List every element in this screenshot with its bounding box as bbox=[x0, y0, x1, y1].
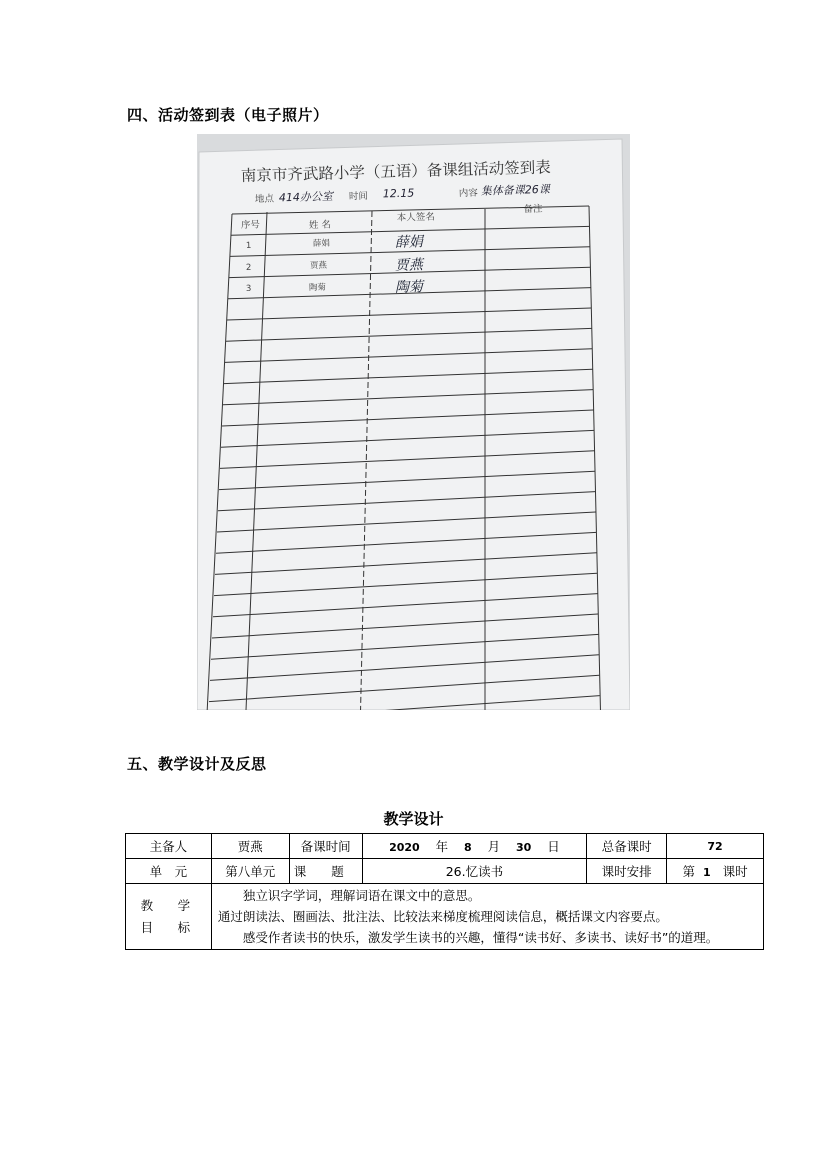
design-row-goals bbox=[126, 884, 764, 950]
row-1-signature: 薛娟 bbox=[394, 234, 424, 251]
goal-2: 通过朗读法、圈画法、批注法、比较法来梯度梳理阅读信息，概括课文内容要点。 bbox=[217, 909, 668, 924]
row-2-no: 2 bbox=[245, 262, 252, 273]
goals-label-line-2: 目 标 bbox=[140, 919, 197, 935]
lead-value: 贾燕 bbox=[211, 834, 289, 859]
time-label: 时间 bbox=[348, 190, 369, 203]
row-1-no: 1 bbox=[245, 240, 252, 251]
prep-date bbox=[362, 834, 587, 859]
sign-in-sheet-drawing bbox=[197, 134, 630, 710]
total-hours-label: 总备课时 bbox=[587, 834, 667, 859]
month-unit: 月 bbox=[487, 839, 501, 854]
sign-in-sheet-photo bbox=[197, 134, 630, 710]
teaching-design-table bbox=[125, 833, 764, 950]
goals-label-line-1: 教 学 bbox=[140, 897, 197, 913]
schedule-label: 课时安排 bbox=[587, 859, 667, 884]
header-signature: 本人签名 bbox=[396, 211, 435, 224]
content-value: 集体备课26课 bbox=[480, 182, 550, 198]
prep-year: 2020 bbox=[389, 841, 420, 854]
schedule-suffix: 课时 bbox=[722, 864, 748, 879]
section-5-heading: 五、教学设计及反思 bbox=[127, 755, 267, 773]
lead-label: 主备人 bbox=[126, 834, 212, 859]
design-table-title: 教学设计 bbox=[383, 810, 444, 828]
prep-day: 30 bbox=[516, 841, 532, 854]
topic-label: 课 题 bbox=[289, 859, 362, 884]
place-value: 414办公室 bbox=[278, 189, 334, 205]
prep-time-label: 备课时间 bbox=[289, 834, 362, 859]
goals-content bbox=[211, 884, 763, 950]
header-name: 姓 名 bbox=[308, 219, 332, 232]
schedule-num: 1 bbox=[702, 866, 711, 879]
schedule-value bbox=[667, 859, 764, 884]
prep-month: 8 bbox=[464, 841, 472, 854]
topic-value: 26.忆读书 bbox=[362, 859, 587, 884]
content-label: 内容 bbox=[458, 187, 479, 200]
section-4-heading: 四、活动签到表（电子照片） bbox=[127, 106, 329, 124]
row-3-no: 3 bbox=[245, 283, 252, 294]
design-row-1 bbox=[126, 834, 764, 859]
sheet-title: 南京市齐武路小学（五语）备课组活动签到表 bbox=[240, 158, 552, 185]
schedule-prefix: 第 bbox=[682, 864, 696, 879]
row-3-name: 陶菊 bbox=[308, 282, 327, 294]
row-1-name: 薛娟 bbox=[312, 238, 331, 250]
row-2-signature: 贾燕 bbox=[394, 257, 424, 274]
goals-label bbox=[126, 884, 212, 950]
total-hours-value: 72 bbox=[667, 834, 764, 859]
goal-3: 感受作者读书的快乐，激发学生读书的兴趣，懂得“读书好、多读书、读好书”的道理。 bbox=[242, 930, 719, 945]
unit-label: 单 元 bbox=[126, 859, 212, 884]
row-2-name: 贾燕 bbox=[309, 260, 328, 272]
goal-1: 独立识字学词，理解词语在课文中的意思。 bbox=[242, 888, 481, 903]
time-value: 12.15 bbox=[382, 186, 415, 201]
day-unit: 日 bbox=[547, 839, 560, 854]
row-3-signature: 陶菊 bbox=[394, 279, 424, 296]
year-unit: 年 bbox=[435, 839, 449, 854]
place-label: 地点 bbox=[254, 193, 275, 205]
header-no: 序号 bbox=[240, 219, 261, 231]
design-row-2 bbox=[126, 859, 764, 884]
unit-value: 第八单元 bbox=[211, 859, 289, 884]
header-remarks: 备注 bbox=[523, 203, 543, 216]
